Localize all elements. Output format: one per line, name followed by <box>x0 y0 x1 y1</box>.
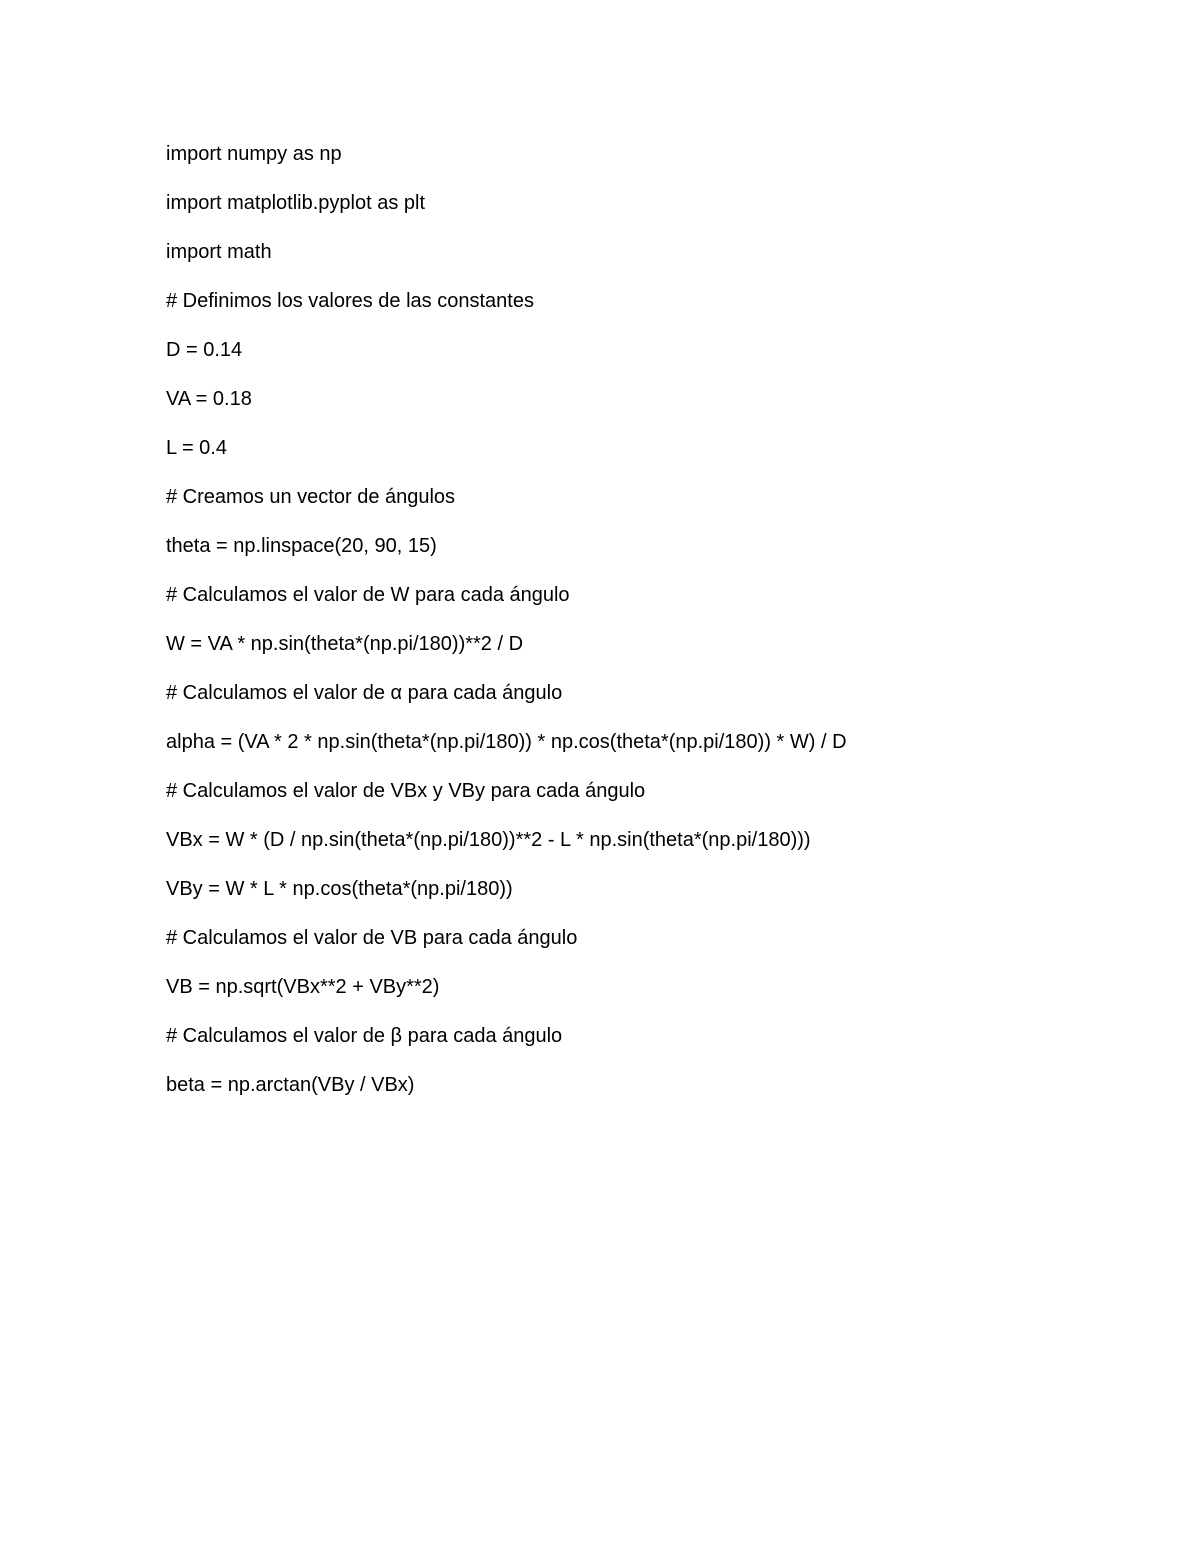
code-line-vby: VBy = W * L * np.cos(theta*(np.pi/180)) <box>166 878 513 900</box>
code-line-alpha: alpha = (VA * 2 * np.sin(theta*(np.pi/180)) * np.cos(theta*(np.pi/180)) * W) / D <box>166 731 847 753</box>
comment-line-w: # Calculamos el valor de W para cada ángulo <box>166 584 570 606</box>
document-body <box>166 139 1126 1119</box>
code-line-theta: theta = np.linspace(20, 90, 15) <box>166 535 437 557</box>
code-line-vbx: VBx = W * (D / np.sin(theta*(np.pi/180))**2 - L * np.sin(theta*(np.pi/180))) <box>166 829 811 851</box>
comment-line-beta: # Calculamos el valor de β para cada ángulo <box>166 1025 563 1047</box>
code-line-import-numpy: import numpy as np <box>166 143 342 165</box>
code-line-import-math: import math <box>166 241 272 263</box>
code-line-beta: beta = np.arctan(VBy / VBx) <box>166 1074 415 1096</box>
comment-line-alpha: # Calculamos el valor de α para cada ángulo <box>166 682 563 704</box>
code-line-vb: VB = np.sqrt(VBx**2 + VBy**2) <box>166 976 440 998</box>
code-line-w: W = VA * np.sin(theta*(np.pi/180))**2 / D <box>166 633 524 655</box>
code-line-d: D = 0.14 <box>166 339 243 361</box>
comment-line-vb: # Calculamos el valor de VB para cada ángulo <box>166 927 578 949</box>
code-line-l: L = 0.4 <box>166 437 227 459</box>
comment-line-vbx-vby: # Calculamos el valor de VBx y VBy para cada ángulo <box>166 780 646 802</box>
comment-line-constants: # Definimos los valores de las constantes <box>166 290 534 312</box>
code-line-va: VA = 0.18 <box>166 388 252 410</box>
code-line-import-matplotlib: import matplotlib.pyplot as plt <box>166 192 426 214</box>
comment-line-angle-vector: # Creamos un vector de ángulos <box>166 486 456 508</box>
